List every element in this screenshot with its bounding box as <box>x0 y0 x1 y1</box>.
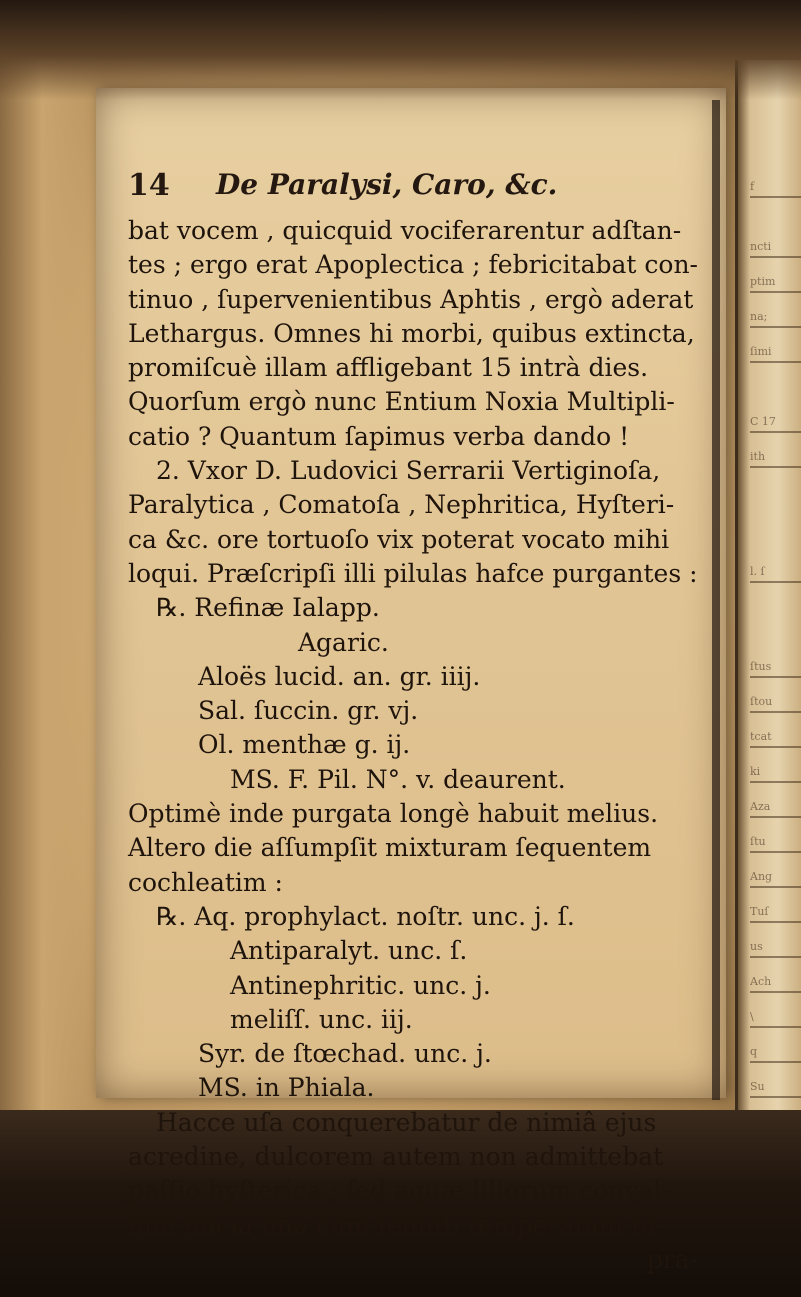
page-header <box>128 168 708 210</box>
top-dark-band <box>0 0 801 100</box>
text-line: ium unciâ unâ cum ſemiſſi temperatam ſu- <box>128 1210 665 1240</box>
recipe-line: meliſſ. unc. iij. <box>230 1004 413 1034</box>
text-line: acredine, dulcorem autem non admittebat <box>128 1142 664 1172</box>
facing-page-fragment: f <box>750 180 801 198</box>
facing-page-fragment: ſtu <box>750 835 801 853</box>
text-line: Quorſum ergò nunc Entium Noxia Multipli- <box>128 387 675 417</box>
facing-page-fragment: tcat <box>750 730 801 748</box>
recipe-line: Sal. ſuccin. gr. vj. <box>198 696 419 726</box>
text-line: tinuo , ſupervenientibus Aphtis , ergò aderat <box>128 284 694 314</box>
facing-page-fragment: Ang <box>750 870 801 888</box>
facing-page-fragment: us <box>750 940 801 958</box>
recipe-line: ℞. Aq. prophylact. noſtr. unc. j. ſ. <box>156 901 575 931</box>
recipe-line: Syr. de ſtœchad. unc. j. <box>198 1039 492 1069</box>
recipe-line: MS. in Phiala. <box>198 1073 375 1103</box>
text-line: ca &c. ore tortuoſo vix poterat vocato mihi <box>128 524 670 554</box>
facing-page-fragment: na; <box>750 310 801 328</box>
body-text <box>128 214 708 1277</box>
running-title: De Paralysi, Caro, &c. <box>216 168 558 201</box>
text-line: bat vocem , quicquid vociferarentur adſtan- <box>128 216 682 245</box>
facing-page-fragment: ſimi <box>750 345 801 363</box>
facing-page-fragment: l. ſ <box>750 565 801 583</box>
text-line: Lethargus. Omnes hi morbi, quibus extincta, <box>128 318 695 348</box>
facing-page-fragment: ith <box>750 450 801 468</box>
facing-page-fragment: Ach <box>750 975 801 993</box>
facing-page-fragment: \ <box>750 1010 801 1028</box>
text-line: Paralytica , Comatoſa , Nephritica, Hyſteri- <box>128 490 675 520</box>
facing-page-fragment: C 17 <box>750 415 801 433</box>
facing-page-fragment: Tuſ <box>750 905 801 923</box>
facing-page-fragment: ſtou <box>750 695 801 713</box>
facing-page-fragment: ſtus <box>750 660 801 678</box>
text-line: promiſcuè illam affligebant 15 intrà dies. <box>128 353 649 383</box>
page-number: 14 <box>128 168 170 203</box>
text-line: paſſio hyſterica ; ſed aquæ liliorum conval- <box>128 1176 670 1206</box>
facing-page-strip <box>735 60 801 1170</box>
book-left-edge <box>0 0 105 1297</box>
facing-page-fragment: ptim <box>750 275 801 293</box>
text-line: Optimè inde purgata longè habuit melius. <box>128 799 659 829</box>
facing-page-fragment: Aza <box>750 800 801 818</box>
text-line: catio ? Quantum ſapimus verba dando ! <box>128 421 630 451</box>
facing-page-fragment: ncti <box>750 240 801 258</box>
text-line: tes ; ergo erat Apoplectica ; febricitabat con- <box>128 250 698 280</box>
text-line: loqui. Præſcripſi illi pilulas hafce purgantes : <box>128 558 698 588</box>
text-line: 2. Vxor D. Ludovici Serrarii Vertiginoſa, <box>156 456 661 486</box>
text-line: cochleatim : <box>128 867 283 897</box>
recipe-line: Antinephritic. unc. j. <box>230 970 491 1000</box>
text-line: Hacce uſa conquerebatur de nimiâ ejus <box>156 1107 657 1137</box>
facing-page-fragment: ki <box>750 765 801 783</box>
recipe-line: Agaric. <box>298 627 389 657</box>
facing-page-fragment: Su <box>750 1080 801 1098</box>
recipe-line: ℞. Refinæ Ialapp. <box>156 593 380 623</box>
text-line: Altero die aſſumpſit mixturam ſequentem <box>128 833 652 863</box>
recipe-line: Aloës lucid. an. gr. iiij. <box>198 661 481 691</box>
page-gutter-shadow <box>712 100 720 1100</box>
catchword: pra- <box>646 1244 698 1274</box>
recipe-line: Antiparalyt. unc. ſ. <box>230 936 468 966</box>
facing-page-fragment: q <box>750 1045 801 1063</box>
recipe-line: MS. F. Pil. N°. v. deaurent. <box>230 764 566 794</box>
recipe-line: Ol. menthæ g. ij. <box>198 730 411 760</box>
